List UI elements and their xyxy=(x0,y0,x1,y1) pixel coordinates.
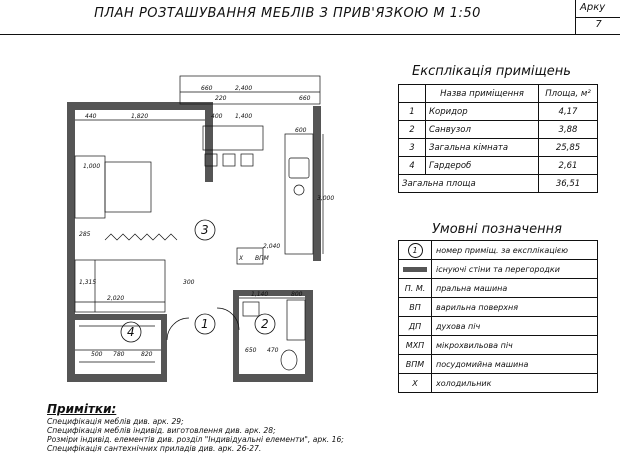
dim-600: 600 xyxy=(295,127,307,134)
legend-row xyxy=(399,355,598,374)
rug xyxy=(105,234,177,240)
toilet xyxy=(281,350,297,370)
legend-symbol: МХП xyxy=(399,336,432,355)
total-value: 36,51 xyxy=(539,175,598,193)
room-number-2: 2 xyxy=(261,317,269,331)
table-header-row xyxy=(399,85,598,103)
legend-row xyxy=(399,241,598,260)
legend-title: Умовні позначення xyxy=(432,222,562,237)
door-arc xyxy=(167,318,189,340)
wall-hatch-icon xyxy=(403,267,427,272)
appliance-vpm: ВПМ xyxy=(255,255,269,262)
wall-right-upper xyxy=(313,106,321,261)
legend-text: мікрохвильова піч xyxy=(432,336,598,355)
legend-row xyxy=(399,317,598,336)
legend-row xyxy=(399,298,598,317)
legend-symbol: ВПМ xyxy=(399,355,432,374)
note-line: Специфікація меблів індивід. виготовлення див. арк. 28; xyxy=(47,426,276,435)
legend-text: пральна машина xyxy=(432,279,598,298)
kitchen-counter xyxy=(285,134,313,254)
dim-2020: 2,020 xyxy=(107,295,125,302)
legend-symbol xyxy=(399,260,432,279)
dim-2400: 2,400 xyxy=(235,85,253,92)
legend-row xyxy=(399,374,598,393)
legend-text: варильна поверхня xyxy=(432,298,598,317)
legend-row xyxy=(399,279,598,298)
row-area: 4,17 xyxy=(539,103,598,121)
sofa-seat xyxy=(105,162,151,212)
sheet-box xyxy=(575,0,620,34)
dim-1820: 1,820 xyxy=(131,113,149,120)
wall-right-lower xyxy=(305,290,313,382)
dim-2040: 2,040 xyxy=(263,243,281,250)
legend-table xyxy=(398,240,598,393)
legend-symbol: ДП xyxy=(399,317,432,336)
col-header-name: Назва приміщення xyxy=(426,85,539,103)
sheet-separator xyxy=(576,17,620,18)
shower xyxy=(287,300,305,340)
row-name: Коридор xyxy=(426,103,539,121)
dim-440: 440 xyxy=(85,113,97,120)
dim-400-top: 400 xyxy=(211,113,223,120)
legend-text: існуючі стіни та перегородки xyxy=(432,260,598,279)
legend-symbol: Х xyxy=(399,374,432,393)
explication-title: Експлікація приміщень xyxy=(412,64,571,79)
col-header-area: Площа, м² xyxy=(539,85,598,103)
wall-bath-left xyxy=(233,290,239,380)
note-line: Специфікація меблів див. арк. 29; xyxy=(47,417,184,426)
dim-1400: 1,400 xyxy=(235,113,253,120)
dim-650: 650 xyxy=(245,347,257,354)
sheet-number: 7 xyxy=(595,19,602,30)
wall-left xyxy=(67,102,75,382)
legend-row xyxy=(399,260,598,279)
floor-plan xyxy=(55,70,355,390)
total-label: Загальна площа xyxy=(399,175,539,193)
note-line: Розміри індивід. елементів див. розділ "Індивідуальні елементи", арк. 16; xyxy=(47,435,344,444)
washing-machine xyxy=(243,302,259,316)
row-area: 3,88 xyxy=(539,121,598,139)
dim-500: 500 xyxy=(91,351,103,358)
wall-wardrobe-right xyxy=(161,314,167,380)
header-divider xyxy=(0,34,620,35)
sink-icon xyxy=(294,185,304,195)
sheet-label: Арку xyxy=(580,2,606,13)
dim-220: 220 xyxy=(215,95,227,102)
legend-text: духова піч xyxy=(432,317,598,336)
drawing-title: ПЛАН РОЗТАШУВАННЯ МЕБЛІВ З ПРИВ'ЯЗКОЮ М 1:50 xyxy=(94,6,481,21)
row-num: 2 xyxy=(399,121,426,139)
dim-800: 800 xyxy=(291,291,303,298)
legend-symbol: ВП xyxy=(399,298,432,317)
dim-660a: 660 xyxy=(201,85,213,92)
row-name: Санвузол xyxy=(426,121,539,139)
dim-1000: 1,000 xyxy=(83,163,101,170)
bed xyxy=(75,260,165,312)
wall-bottom-left xyxy=(67,374,167,382)
col-header-num xyxy=(399,85,426,103)
note-line: Специфікація сантехнічних приладів див. арк. 26-27. xyxy=(47,444,262,453)
table-total-row xyxy=(399,175,598,193)
row-num: 3 xyxy=(399,139,426,157)
row-num: 4 xyxy=(399,157,426,175)
dim-1140: 1,140 xyxy=(251,291,269,298)
table-row xyxy=(399,121,598,139)
dim-820: 820 xyxy=(141,351,153,358)
dim-285: 285 xyxy=(79,231,91,238)
row-area: 2,61 xyxy=(539,157,598,175)
table-row xyxy=(399,157,598,175)
legend-text: посудомийна машина xyxy=(432,355,598,374)
room-number-4: 4 xyxy=(127,325,135,339)
chair xyxy=(241,154,253,166)
row-name: Гардероб xyxy=(426,157,539,175)
row-name: Загальна кімната xyxy=(426,139,539,157)
wall-wardrobe-top xyxy=(75,314,165,320)
notes-title: Примітки: xyxy=(47,402,117,416)
legend-text: холодильник xyxy=(432,374,598,393)
room-number-1: 1 xyxy=(201,317,209,331)
explication-table xyxy=(398,84,598,193)
notes-block xyxy=(47,417,344,453)
room-number-3: 3 xyxy=(201,223,209,237)
legend-symbol: П. М. xyxy=(399,279,432,298)
row-num: 1 xyxy=(399,103,426,121)
table-row xyxy=(399,103,598,121)
legend-symbol xyxy=(399,241,432,260)
hob xyxy=(289,158,309,178)
row-area: 25,85 xyxy=(539,139,598,157)
wall-bottom-right xyxy=(233,374,313,382)
dim-470: 470 xyxy=(267,347,279,354)
chair xyxy=(223,154,235,166)
dim-660b: 660 xyxy=(299,95,311,102)
wall-top-left xyxy=(67,102,207,110)
legend-text: номер приміщ. за експлікацією xyxy=(432,241,598,260)
dim-1315: 1,315 xyxy=(79,279,97,286)
appliance-x: Х xyxy=(239,255,244,262)
dim-3000: 3,000 xyxy=(317,195,335,202)
dim-300: 300 xyxy=(183,279,195,286)
room-number-circle-icon: 1 xyxy=(408,243,423,258)
legend-row xyxy=(399,336,598,355)
dim-780: 780 xyxy=(113,351,125,358)
table-row xyxy=(399,139,598,157)
